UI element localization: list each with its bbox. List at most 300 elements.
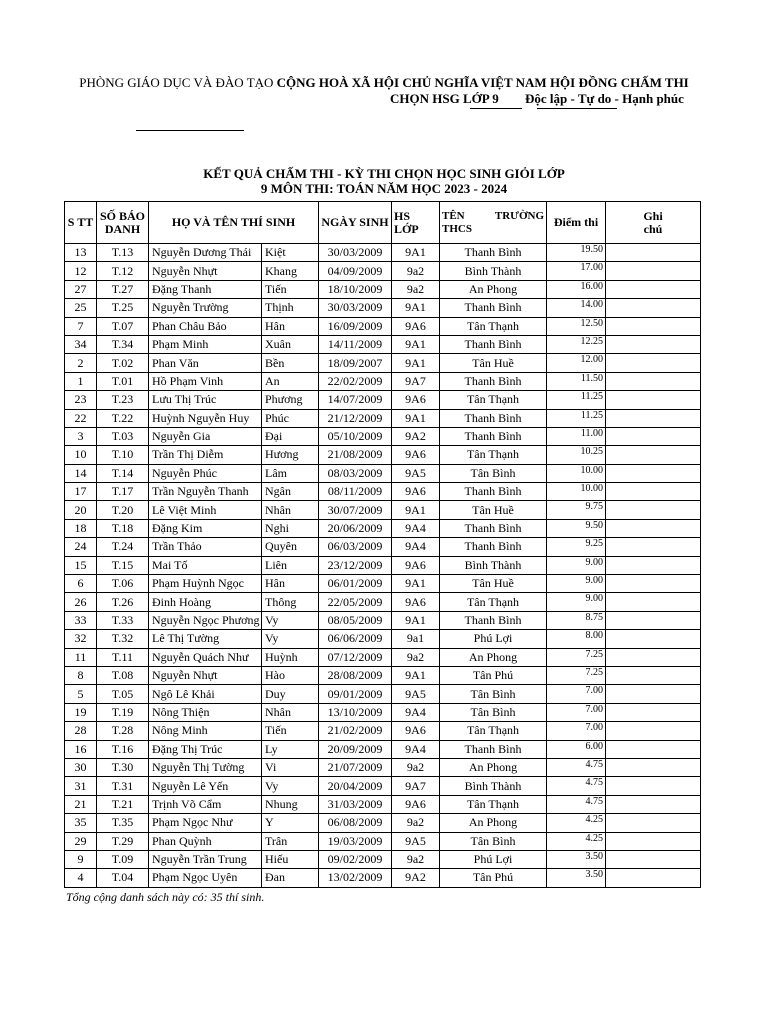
table-row bbox=[65, 427, 701, 445]
cell-surname: Nguyễn Lê Yến bbox=[149, 777, 262, 795]
cell-school: Tân Huề bbox=[440, 501, 547, 519]
cell-surname: Nguyễn Quách Như bbox=[149, 648, 262, 666]
cell-score: 9.00 bbox=[547, 556, 606, 574]
cell-class: 9A6 bbox=[392, 795, 440, 813]
col-header-name: HỌ VÀ TÊN THÍ SINH bbox=[149, 202, 319, 244]
cell-stt: 27 bbox=[65, 280, 97, 298]
republic-and-council-label: CỘNG HOÀ XÃ HỘI CHỦ NGHĨA VIỆT NAM HỘI ĐỒNG CHẤM THI bbox=[276, 75, 689, 90]
cell-school: Bình Thành bbox=[440, 777, 547, 795]
cell-stt: 35 bbox=[65, 814, 97, 832]
cell-school: Tân Huề bbox=[440, 354, 547, 372]
cell-surname: Lưu Thị Trúc bbox=[149, 391, 262, 409]
cell-stt: 22 bbox=[65, 409, 97, 427]
cell-stt: 18 bbox=[65, 519, 97, 537]
cell-school: Thanh Bình bbox=[440, 538, 547, 556]
cell-school: An Phong bbox=[440, 648, 547, 666]
cell-class: 9A1 bbox=[392, 666, 440, 684]
results-table bbox=[64, 201, 701, 888]
cell-dob: 08/05/2009 bbox=[319, 611, 392, 629]
cell-surname: Nguyễn Nhựt bbox=[149, 262, 262, 280]
table-row bbox=[65, 630, 701, 648]
col-header-class: HS LỚP bbox=[392, 202, 440, 244]
cell-given-name: Ly bbox=[262, 740, 319, 758]
cell-class: 9A4 bbox=[392, 519, 440, 537]
cell-dob: 20/06/2009 bbox=[319, 519, 392, 537]
cell-stt: 28 bbox=[65, 722, 97, 740]
cell-dob: 31/03/2009 bbox=[319, 795, 392, 813]
cell-class: 9A4 bbox=[392, 740, 440, 758]
cell-dob: 06/01/2009 bbox=[319, 575, 392, 593]
cell-class: 9A1 bbox=[392, 501, 440, 519]
cell-note bbox=[606, 666, 701, 684]
cell-school: Tân Bình bbox=[440, 685, 547, 703]
cell-given-name: Trân bbox=[262, 832, 319, 850]
divider-line bbox=[136, 130, 244, 131]
table-row bbox=[65, 519, 701, 537]
cell-class: 9a2 bbox=[392, 262, 440, 280]
cell-stt: 13 bbox=[65, 244, 97, 262]
cell-given-name: Hiếu bbox=[262, 850, 319, 868]
cell-given-name: Thịnh bbox=[262, 299, 319, 317]
cell-sbd: T.25 bbox=[97, 299, 149, 317]
cell-class: 9A1 bbox=[392, 244, 440, 262]
cell-dob: 08/03/2009 bbox=[319, 464, 392, 482]
table-row bbox=[65, 280, 701, 298]
cell-sbd: T.04 bbox=[97, 869, 149, 887]
cell-class: 9A6 bbox=[392, 593, 440, 611]
cell-class: 9a1 bbox=[392, 630, 440, 648]
cell-class: 9A1 bbox=[392, 611, 440, 629]
cell-school: Tân Thạnh bbox=[440, 391, 547, 409]
cell-class: 9a2 bbox=[392, 648, 440, 666]
cell-stt: 30 bbox=[65, 758, 97, 776]
cell-class: 9A5 bbox=[392, 832, 440, 850]
cell-given-name: Xuân bbox=[262, 335, 319, 353]
table-row bbox=[65, 740, 701, 758]
cell-given-name: Bền bbox=[262, 354, 319, 372]
cell-dob: 14/11/2009 bbox=[319, 335, 392, 353]
cell-school: An Phong bbox=[440, 280, 547, 298]
cell-score: 11.25 bbox=[547, 391, 606, 409]
cell-dob: 30/07/2009 bbox=[319, 501, 392, 519]
cell-class: 9A1 bbox=[392, 299, 440, 317]
cell-dob: 22/02/2009 bbox=[319, 372, 392, 390]
cell-school: Thanh Bình bbox=[440, 427, 547, 445]
cell-stt: 31 bbox=[65, 777, 97, 795]
table-row bbox=[65, 575, 701, 593]
hsg-council-label: CHỌN HSG LỚP 9 bbox=[390, 91, 499, 106]
cell-note bbox=[606, 317, 701, 335]
table-row bbox=[65, 335, 701, 353]
cell-dob: 23/12/2009 bbox=[319, 556, 392, 574]
cell-dob: 05/10/2009 bbox=[319, 427, 392, 445]
cell-note bbox=[606, 372, 701, 390]
cell-given-name: Tiến bbox=[262, 280, 319, 298]
cell-note bbox=[606, 575, 701, 593]
cell-surname: Nguyễn Trần Trung bbox=[149, 850, 262, 868]
cell-class: 9A6 bbox=[392, 483, 440, 501]
cell-surname: Hồ Phạm Vinh bbox=[149, 372, 262, 390]
table-row bbox=[65, 483, 701, 501]
cell-sbd: T.24 bbox=[97, 538, 149, 556]
cell-surname: Phan Châu Bảo bbox=[149, 317, 262, 335]
cell-dob: 19/03/2009 bbox=[319, 832, 392, 850]
cell-score: 14.00 bbox=[547, 299, 606, 317]
cell-note bbox=[606, 703, 701, 721]
cell-stt: 15 bbox=[65, 556, 97, 574]
cell-given-name: Duy bbox=[262, 685, 319, 703]
cell-sbd: T.09 bbox=[97, 850, 149, 868]
cell-note bbox=[606, 593, 701, 611]
cell-surname: Lê Việt Minh bbox=[149, 501, 262, 519]
cell-stt: 21 bbox=[65, 795, 97, 813]
cell-dob: 20/04/2009 bbox=[319, 777, 392, 795]
cell-school: Thanh Bình bbox=[440, 244, 547, 262]
cell-given-name: Hào bbox=[262, 666, 319, 684]
cell-stt: 17 bbox=[65, 483, 97, 501]
cell-school: Thanh Bình bbox=[440, 519, 547, 537]
cell-surname: Đặng Kim bbox=[149, 519, 262, 537]
table-row bbox=[65, 538, 701, 556]
cell-school: Tân Thạnh bbox=[440, 317, 547, 335]
cell-school: Tân Bình bbox=[440, 464, 547, 482]
cell-note bbox=[606, 556, 701, 574]
cell-sbd: T.28 bbox=[97, 722, 149, 740]
table-row bbox=[65, 850, 701, 868]
cell-given-name: Huỳnh bbox=[262, 648, 319, 666]
table-row bbox=[65, 593, 701, 611]
cell-dob: 13/10/2009 bbox=[319, 703, 392, 721]
cell-school: Bình Thành bbox=[440, 556, 547, 574]
cell-sbd: T.14 bbox=[97, 464, 149, 482]
cell-score: 4.25 bbox=[547, 814, 606, 832]
cell-class: 9a2 bbox=[392, 280, 440, 298]
cell-stt: 23 bbox=[65, 391, 97, 409]
cell-surname: Nguyễn Ngọc Phương bbox=[149, 611, 262, 629]
cell-class: 9a2 bbox=[392, 850, 440, 868]
cell-school: Thanh Bình bbox=[440, 611, 547, 629]
cell-class: 9A7 bbox=[392, 372, 440, 390]
cell-surname: Nguyễn Nhựt bbox=[149, 666, 262, 684]
cell-note bbox=[606, 280, 701, 298]
table-row bbox=[65, 611, 701, 629]
cell-note bbox=[606, 354, 701, 372]
col-header-score: Điểm thi bbox=[547, 202, 606, 244]
table-row bbox=[65, 832, 701, 850]
cell-school: Phú Lợi bbox=[440, 850, 547, 868]
cell-given-name: Vi bbox=[262, 758, 319, 776]
cell-note bbox=[606, 685, 701, 703]
cell-dob: 18/10/2009 bbox=[319, 280, 392, 298]
cell-dob: 21/08/2009 bbox=[319, 446, 392, 464]
page-title: KẾT QUẢ CHẤM THI - KỲ THI CHỌN HỌC SINH GIỎI LỚP bbox=[203, 166, 565, 181]
cell-given-name: Nhân bbox=[262, 703, 319, 721]
header-line-1 bbox=[0, 75, 768, 91]
cell-stt: 6 bbox=[65, 575, 97, 593]
total-count-note: Tổng cộng danh sách này có: 35 thí sinh. bbox=[66, 890, 265, 904]
cell-note bbox=[606, 795, 701, 813]
cell-given-name: Hương bbox=[262, 446, 319, 464]
cell-sbd: T.10 bbox=[97, 446, 149, 464]
table-row bbox=[65, 446, 701, 464]
cell-dob: 22/05/2009 bbox=[319, 593, 392, 611]
cell-note bbox=[606, 483, 701, 501]
cell-given-name: Kiệt bbox=[262, 244, 319, 262]
cell-school: Tân Thạnh bbox=[440, 593, 547, 611]
cell-surname: Trần Thị Diễm bbox=[149, 446, 262, 464]
cell-score: 7.00 bbox=[547, 685, 606, 703]
cell-score: 8.75 bbox=[547, 611, 606, 629]
cell-note bbox=[606, 832, 701, 850]
cell-school: Tân Bình bbox=[440, 832, 547, 850]
cell-note bbox=[606, 611, 701, 629]
cell-note bbox=[606, 850, 701, 868]
cell-given-name: Hân bbox=[262, 575, 319, 593]
cell-stt: 3 bbox=[65, 427, 97, 445]
table-row bbox=[65, 354, 701, 372]
cell-sbd: T.22 bbox=[97, 409, 149, 427]
cell-sbd: T.01 bbox=[97, 372, 149, 390]
cell-class: 9A6 bbox=[392, 391, 440, 409]
cell-note bbox=[606, 427, 701, 445]
table-header-row bbox=[65, 202, 701, 244]
cell-stt: 25 bbox=[65, 299, 97, 317]
cell-note bbox=[606, 409, 701, 427]
cell-given-name: Quyên bbox=[262, 538, 319, 556]
table-row bbox=[65, 795, 701, 813]
cell-stt: 32 bbox=[65, 630, 97, 648]
cell-score: 11.25 bbox=[547, 409, 606, 427]
cell-surname: Nguyễn Gia bbox=[149, 427, 262, 445]
cell-class: 9A7 bbox=[392, 777, 440, 795]
cell-stt: 10 bbox=[65, 446, 97, 464]
cell-given-name: Nhân bbox=[262, 501, 319, 519]
cell-sbd: T.32 bbox=[97, 630, 149, 648]
cell-class: 9A5 bbox=[392, 464, 440, 482]
cell-note bbox=[606, 630, 701, 648]
cell-class: 9A6 bbox=[392, 446, 440, 464]
cell-score: 9.00 bbox=[547, 575, 606, 593]
cell-note bbox=[606, 777, 701, 795]
cell-school: Thanh Bình bbox=[440, 335, 547, 353]
cell-dob: 06/03/2009 bbox=[319, 538, 392, 556]
cell-given-name: Nhung bbox=[262, 795, 319, 813]
cell-surname: Nguyễn Phúc bbox=[149, 464, 262, 482]
cell-stt: 11 bbox=[65, 648, 97, 666]
cell-class: 9A4 bbox=[392, 538, 440, 556]
cell-given-name: Lâm bbox=[262, 464, 319, 482]
cell-school: Tân Huề bbox=[440, 575, 547, 593]
cell-surname: Đinh Hoàng bbox=[149, 593, 262, 611]
cell-score: 16.00 bbox=[547, 280, 606, 298]
table-row bbox=[65, 869, 701, 887]
cell-class: 9A1 bbox=[392, 335, 440, 353]
cell-stt: 20 bbox=[65, 501, 97, 519]
col-header-school: TÊN TRƯỜNG THCS bbox=[440, 202, 547, 244]
table-row bbox=[65, 299, 701, 317]
cell-given-name: Đại bbox=[262, 427, 319, 445]
cell-dob: 18/09/2007 bbox=[319, 354, 392, 372]
cell-school: Phú Lợi bbox=[440, 630, 547, 648]
cell-dob: 06/08/2009 bbox=[319, 814, 392, 832]
cell-surname: Phạm Huỳnh Ngọc bbox=[149, 575, 262, 593]
cell-class: 9A1 bbox=[392, 354, 440, 372]
cell-surname: Phạm Ngọc Như bbox=[149, 814, 262, 832]
cell-score: 9.00 bbox=[547, 593, 606, 611]
cell-surname: Nông Thiện bbox=[149, 703, 262, 721]
cell-note bbox=[606, 501, 701, 519]
cell-dob: 28/08/2009 bbox=[319, 666, 392, 684]
cell-score: 17.00 bbox=[547, 262, 606, 280]
cell-surname: Phạm Minh bbox=[149, 335, 262, 353]
cell-surname: Phan Quỳnh bbox=[149, 832, 262, 850]
table-row bbox=[65, 685, 701, 703]
motto-underline bbox=[537, 108, 617, 109]
cell-surname: Nguyễn Dương Thái bbox=[149, 244, 262, 262]
cell-stt: 2 bbox=[65, 354, 97, 372]
cell-sbd: T.26 bbox=[97, 593, 149, 611]
cell-school: Tân Thạnh bbox=[440, 446, 547, 464]
table-row bbox=[65, 814, 701, 832]
cell-given-name: Y bbox=[262, 814, 319, 832]
cell-given-name: Vy bbox=[262, 611, 319, 629]
cell-class: 9A4 bbox=[392, 703, 440, 721]
motto-label: Độc lập - Tự do - Hạnh phúc bbox=[525, 91, 684, 106]
cell-stt: 19 bbox=[65, 703, 97, 721]
cell-score: 12.50 bbox=[547, 317, 606, 335]
cell-stt: 5 bbox=[65, 685, 97, 703]
cell-given-name: Khang bbox=[262, 262, 319, 280]
cell-score: 11.50 bbox=[547, 372, 606, 390]
cell-given-name: Vy bbox=[262, 630, 319, 648]
cell-score: 3.50 bbox=[547, 869, 606, 887]
table-row bbox=[65, 666, 701, 684]
table-row bbox=[65, 777, 701, 795]
table-row bbox=[65, 501, 701, 519]
cell-score: 7.25 bbox=[547, 648, 606, 666]
cell-surname: Nguyễn Thị Tường bbox=[149, 758, 262, 776]
cell-score: 11.00 bbox=[547, 427, 606, 445]
cell-dob: 13/02/2009 bbox=[319, 869, 392, 887]
cell-school: Tân Bình bbox=[440, 703, 547, 721]
cell-note bbox=[606, 244, 701, 262]
table-row bbox=[65, 317, 701, 335]
cell-surname: Nguyễn Trường bbox=[149, 299, 262, 317]
cell-sbd: T.02 bbox=[97, 354, 149, 372]
cell-surname: Huỳnh Nguyễn Huy bbox=[149, 409, 262, 427]
cell-note bbox=[606, 814, 701, 832]
cell-note bbox=[606, 722, 701, 740]
cell-school: Thanh Bình bbox=[440, 483, 547, 501]
cell-score: 8.00 bbox=[547, 630, 606, 648]
cell-dob: 21/07/2009 bbox=[319, 758, 392, 776]
cell-given-name: Liên bbox=[262, 556, 319, 574]
cell-dob: 14/07/2009 bbox=[319, 391, 392, 409]
cell-class: 9A6 bbox=[392, 317, 440, 335]
cell-surname: Ngô Lê Khải bbox=[149, 685, 262, 703]
table-body bbox=[65, 244, 701, 888]
cell-stt: 24 bbox=[65, 538, 97, 556]
cell-note bbox=[606, 648, 701, 666]
cell-score: 19.50 bbox=[547, 244, 606, 262]
cell-sbd: T.11 bbox=[97, 648, 149, 666]
cell-sbd: T.31 bbox=[97, 777, 149, 795]
cell-sbd: T.13 bbox=[97, 244, 149, 262]
cell-note bbox=[606, 869, 701, 887]
cell-stt: 29 bbox=[65, 832, 97, 850]
cell-sbd: T.21 bbox=[97, 795, 149, 813]
page-subtitle: 9 MÔN THI: TOÁN NĂM HỌC 2023 - 2024 bbox=[260, 181, 508, 196]
cell-score: 3.50 bbox=[547, 850, 606, 868]
cell-sbd: T.06 bbox=[97, 575, 149, 593]
cell-note bbox=[606, 262, 701, 280]
cell-score: 4.75 bbox=[547, 795, 606, 813]
cell-surname: Trần Thảo bbox=[149, 538, 262, 556]
cell-sbd: T.23 bbox=[97, 391, 149, 409]
col-header-stt: S TT bbox=[65, 202, 97, 244]
table-row bbox=[65, 409, 701, 427]
cell-score: 7.00 bbox=[547, 703, 606, 721]
table-row bbox=[65, 372, 701, 390]
cell-score: 9.50 bbox=[547, 519, 606, 537]
cell-class: 9A2 bbox=[392, 427, 440, 445]
cell-score: 12.00 bbox=[547, 354, 606, 372]
cell-dob: 20/09/2009 bbox=[319, 740, 392, 758]
cell-school: Thanh Bình bbox=[440, 372, 547, 390]
cell-surname: Trần Nguyễn Thanh bbox=[149, 483, 262, 501]
cell-note bbox=[606, 446, 701, 464]
cell-score: 4.25 bbox=[547, 832, 606, 850]
col-header-sbd: SỐ BÁO DANH bbox=[97, 202, 149, 244]
cell-sbd: T.20 bbox=[97, 501, 149, 519]
cell-sbd: T.18 bbox=[97, 519, 149, 537]
col-header-dob: NGÀY SINH bbox=[319, 202, 392, 244]
cell-school: Tân Phú bbox=[440, 666, 547, 684]
table-row bbox=[65, 722, 701, 740]
cell-sbd: T.27 bbox=[97, 280, 149, 298]
cell-dob: 07/12/2009 bbox=[319, 648, 392, 666]
cell-class: 9A1 bbox=[392, 575, 440, 593]
cell-dob: 09/01/2009 bbox=[319, 685, 392, 703]
cell-class: 9A2 bbox=[392, 869, 440, 887]
cell-given-name: Đan bbox=[262, 869, 319, 887]
cell-score: 10.25 bbox=[547, 446, 606, 464]
cell-dob: 30/03/2009 bbox=[319, 299, 392, 317]
cell-score: 9.25 bbox=[547, 538, 606, 556]
cell-class: 9A5 bbox=[392, 685, 440, 703]
cell-given-name: Phúc bbox=[262, 409, 319, 427]
cell-dob: 21/12/2009 bbox=[319, 409, 392, 427]
table-row bbox=[65, 262, 701, 280]
cell-given-name: Hân bbox=[262, 317, 319, 335]
cell-given-name: Vy bbox=[262, 777, 319, 795]
cell-school: Thanh Bình bbox=[440, 409, 547, 427]
cell-surname: Đặng Thanh bbox=[149, 280, 262, 298]
table-row bbox=[65, 244, 701, 262]
cell-class: 9A6 bbox=[392, 556, 440, 574]
cell-school: An Phong bbox=[440, 814, 547, 832]
cell-given-name: Tiến bbox=[262, 722, 319, 740]
table-row bbox=[65, 464, 701, 482]
cell-score: 7.25 bbox=[547, 666, 606, 684]
cell-class: 9a2 bbox=[392, 758, 440, 776]
cell-dob: 21/02/2009 bbox=[319, 722, 392, 740]
cell-given-name: Phương bbox=[262, 391, 319, 409]
cell-class: 9a2 bbox=[392, 814, 440, 832]
cell-score: 9.75 bbox=[547, 501, 606, 519]
cell-note bbox=[606, 740, 701, 758]
cell-note bbox=[606, 335, 701, 353]
